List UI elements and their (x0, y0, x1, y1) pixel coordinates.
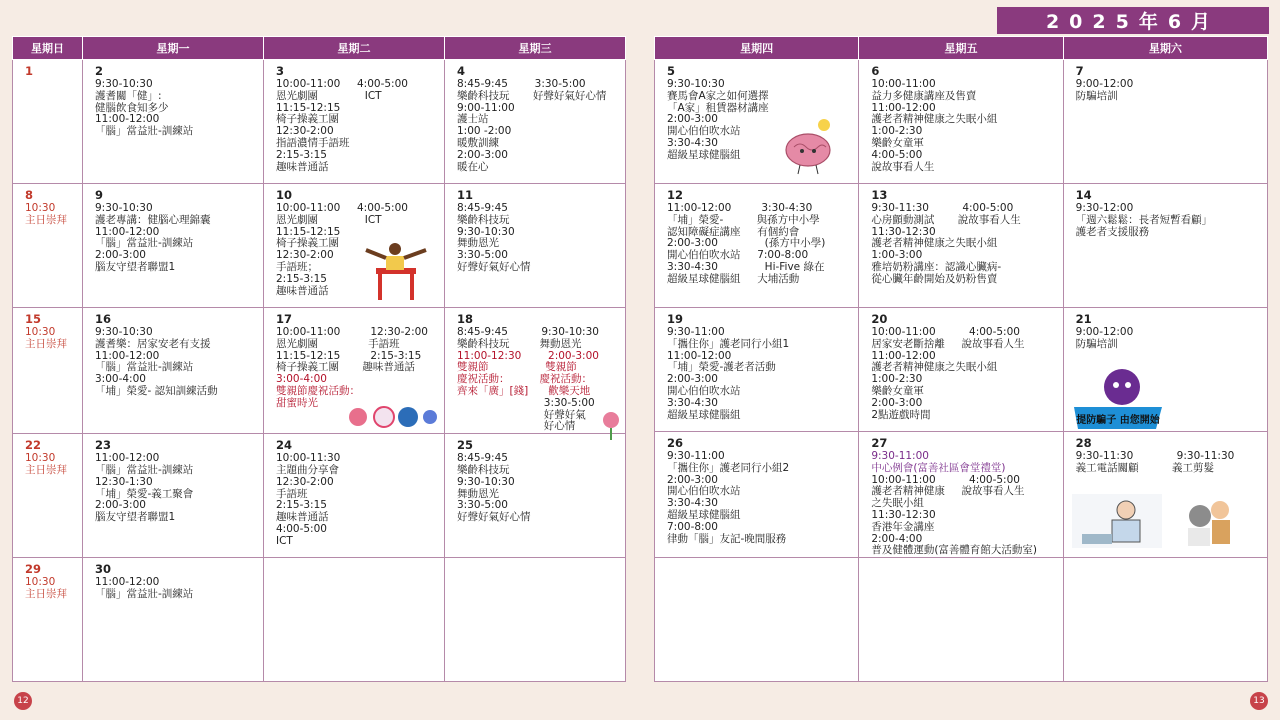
event-line: 「攜住你」護老同行小組1 (667, 337, 790, 350)
event-line: 11:00-12:00 (95, 576, 160, 589)
weekday-header: 星期四 (655, 37, 859, 60)
day-number: 4 (457, 64, 466, 78)
event-line: 樂齡科技玩 (457, 463, 510, 476)
event-line: 3:00-4:00 (95, 373, 146, 386)
day-number: 5 (667, 64, 676, 78)
event-line: 9:00-11:00 (457, 101, 515, 114)
event-line: 開心伯伯吹水站 (667, 125, 741, 138)
event-line: 11:00-12:00 (95, 452, 160, 465)
event-line: 4:00-5:00 (276, 522, 327, 535)
day-number: 28 (1075, 436, 1092, 450)
event-line: 護耆關「健」: (95, 89, 162, 102)
event-line: 3:30-5:00 (457, 396, 595, 409)
event-line: 義工電話關顧 義工剪髮 (1075, 461, 1215, 474)
event-line: 9:30-11:00 (667, 326, 725, 338)
day-cell (655, 184, 859, 308)
weekday-header: 星期三 (445, 37, 626, 60)
event-line: 9:30-11:00 (667, 450, 725, 462)
event-line: 「腦」當益壯-訓練站 (95, 125, 194, 138)
event-line: 普及健體運動(富善體育館大活動室) (871, 544, 1038, 557)
event-line: 暖在心 (457, 160, 489, 173)
day-number: 9 (95, 188, 104, 202)
event-line: 趣味普通話 (276, 511, 329, 524)
event-line: 2:00-3:00 (871, 396, 923, 409)
event-line: ICT (276, 534, 293, 547)
event-line: 律動「腦」友記-晚間服務 (667, 532, 787, 545)
event-line: 7:00-8:00 (667, 520, 718, 533)
cupcake-badges-illustration (346, 405, 438, 429)
event-line: 11:15-12:15 (276, 225, 341, 238)
event-line: 10:00-11:30 (276, 452, 341, 465)
event-line: 10:00-11:00 4:00-5:00 (276, 78, 408, 90)
event-line: 12:30-2:00 (276, 249, 334, 262)
event-line: 4:00-5:00 (871, 148, 923, 161)
day-number: 26 (667, 436, 684, 450)
event-line: 「週六鬆鬆：長者短暫看顧」 (1075, 213, 1213, 226)
event-highlight: 雙親節 雙親節 (457, 361, 577, 374)
day-number: 13 (871, 188, 888, 202)
event-line: 香港年金講座 (871, 520, 935, 533)
event-line: 11:15-12:15 2:15-3:15 (276, 349, 422, 362)
event-line: 11:30-12:30 (871, 225, 936, 238)
event-line: 10:00-11:00 4:00-5:00 (871, 326, 1020, 338)
weekday-header: 星期日 (13, 37, 83, 60)
event-line: 椅子操義工團 (276, 113, 339, 126)
event-line: 好聲好氣好心情 (457, 511, 531, 524)
event-line: 2:00-3:00 (95, 499, 146, 512)
day-number: 14 (1075, 188, 1092, 202)
event-line: 腦友守望者聯盟1 (95, 511, 176, 524)
event-line: 「埔」榮愛-護老者活動 (667, 361, 776, 374)
event-line: 12:30-2:00 (276, 125, 334, 138)
event-line: 10:00-11:00 4:00-5:00 (276, 202, 408, 214)
event-line: 主日崇拜 (25, 213, 67, 226)
event-line: 雅培奶粉講座：認識心臟病- (871, 260, 1002, 273)
event-line: 1:00-2:30 (871, 373, 923, 386)
event-line: 2:00-3:00 (457, 148, 508, 161)
weekday-header: 星期一 (83, 37, 264, 60)
day-number: 19 (667, 312, 684, 326)
event-line: 8:45-9:45 3:30-5:00 (457, 78, 586, 90)
event-line: 樂齡女童軍 (871, 384, 924, 397)
day-cell (264, 558, 445, 682)
week-row (655, 60, 1268, 184)
event-line: 11:00-12:00 3:30-4:30 (667, 202, 813, 214)
day-number: 24 (276, 438, 293, 453)
event-line: 手語班 (276, 487, 308, 500)
day-cell (859, 184, 1063, 308)
event-line: 心房顫動測試 說故事看人生 (871, 213, 1021, 226)
day-number: 27 (871, 436, 888, 450)
event-line: 11:00-12:00 (667, 349, 732, 362)
anti-scam-illustration (1072, 365, 1164, 433)
event-line: 10:30 (25, 202, 56, 214)
event-line: 主日崇拜 (25, 587, 67, 600)
event-line: 手語班； (276, 260, 318, 273)
event-line: 10:30 (25, 576, 56, 589)
event-line: 好聲好氣好心情 (457, 260, 531, 273)
week-row (655, 184, 1268, 308)
weekday-header: 星期二 (264, 37, 445, 60)
event-line: 9:00-12:00 (1075, 78, 1134, 90)
event-line: 「埔」榮愛-義工聚會 (95, 487, 194, 500)
event-line: 指語濃情手語班 (276, 136, 350, 149)
event-line: 主日崇拜 (25, 337, 67, 350)
day-number: 22 (25, 438, 42, 453)
day-cell (13, 434, 83, 558)
event-line: 2:15-3:15 (276, 148, 327, 161)
event-line: 恩光劇團 ICT (276, 89, 382, 102)
day-cell (13, 184, 83, 308)
event-line: 1:00 -2:00 (457, 125, 512, 138)
event-line: 3:30-5:00 (457, 249, 508, 262)
event-line: 2:00-3:00 (95, 249, 146, 262)
haircut-volunteer-illustration (1178, 494, 1238, 548)
month-title: 2025年6月 (997, 7, 1269, 34)
event-line: 9:30-10:30 (457, 475, 515, 488)
day-cell (13, 60, 83, 184)
event-line: 健腦飲食知多少 (95, 101, 169, 114)
event-line: 2:00-4:00 (871, 532, 923, 545)
event-line: 10:00-11:00 12:30-2:00 (276, 326, 428, 338)
event-line: 2:00-3:00 (667, 373, 718, 386)
event-line: 恩光劇團 ICT (276, 213, 382, 226)
event-line: 護老者精神健康 說故事看人生 (871, 485, 1025, 498)
day-cell (13, 308, 83, 434)
event-line: 賽馬會A家之如何選擇 (667, 89, 769, 102)
event-highlight: 齊來「廣」[錢] 歡樂天地 (457, 384, 591, 397)
day-cell (655, 308, 859, 432)
calendar-right (654, 36, 1268, 682)
week-row (13, 558, 626, 682)
day-number: 11 (457, 188, 474, 202)
day-cell (83, 558, 264, 682)
event-line: 防騙培訓 (1075, 337, 1118, 350)
event-line: 9:30-10:30 (95, 78, 153, 90)
day-number: 2 (95, 64, 104, 78)
day-cell (859, 432, 1063, 558)
event-line: 從心臟年齡開始及奶粉售賣 (871, 272, 998, 285)
event-line: 2:15-3:15 (276, 272, 327, 285)
event-line: 12:30-2:00 (276, 475, 334, 488)
day-cell (655, 558, 859, 682)
event-line: 主題曲分享會 (276, 463, 339, 476)
day-cell (859, 558, 1063, 682)
event-line: 2點遊戲時間 (871, 408, 931, 421)
event-line: 9:30-11:30 9:30-11:30 (1075, 450, 1235, 462)
day-number: 6 (871, 64, 880, 78)
day-cell (859, 60, 1063, 184)
day-number: 7 (1075, 64, 1084, 78)
day-number: 17 (276, 312, 293, 326)
event-line: 9:30-10:30 (667, 78, 725, 90)
event-line: 舞動恩光 (457, 237, 499, 250)
day-cell (445, 558, 626, 682)
event-line: 護老專講：健腦心理錦囊 (95, 213, 211, 226)
event-line: 「腦」當益壯-訓練站 (95, 361, 194, 374)
day-number: 30 (95, 562, 112, 577)
event-highlight: 雙親節慶祝活動： (276, 384, 360, 397)
day-cell (655, 432, 859, 558)
event-line: 舞動恩光 (457, 487, 499, 500)
event-line: 趣味普通話 (276, 160, 329, 173)
day-cell (83, 308, 264, 434)
event-line: 3:30-4:30 Hi-Five 綠在 (667, 260, 825, 273)
event-line: 「A家」租賃器材講座 (667, 101, 769, 114)
day-number: 16 (95, 312, 112, 326)
event-line: 護耆樂：居家安老有支援 (95, 337, 211, 350)
event-line: 護老者精神健康之失眠小組 (871, 237, 998, 250)
event-line: 樂齡科技玩 (457, 213, 510, 226)
event-line: 腦友守望者聯盟1 (95, 260, 176, 273)
event-line: 12:30-1:30 (95, 475, 153, 488)
event-line: 主日崇拜 (25, 463, 67, 476)
event-line: 3:30-4:30 (667, 136, 718, 149)
event-line: 「腦」當益壯-訓練站 (95, 463, 194, 476)
day-cell (83, 434, 264, 558)
event-line: 「腦」當益壯-訓練站 (95, 237, 194, 250)
event-line: 開心伯伯吹水站 (667, 485, 741, 498)
event-line: 說故事看人生 (871, 160, 935, 173)
event-line: 8:45-9:45 (457, 452, 508, 465)
day-cell (264, 60, 445, 184)
event-line: 9:30-10:30 (95, 326, 153, 338)
event-line: 「埔」榮愛- 認知訓練活動 (95, 384, 218, 397)
weekday-header: 星期六 (1063, 37, 1267, 60)
day-number: 3 (276, 64, 285, 78)
calendar-left (12, 36, 626, 682)
day-cell (83, 60, 264, 184)
event-line: 11:00-12:00 (95, 349, 160, 362)
day-cell (445, 60, 626, 184)
day-number: 12 (667, 188, 684, 202)
day-cell (13, 558, 83, 682)
event-line: 益力多健康講座及售賣 (871, 89, 977, 102)
week-row (13, 60, 626, 184)
flower-illustration (598, 410, 624, 440)
day-cell (83, 184, 264, 308)
event-line: 超級星球健腦組 (667, 148, 741, 161)
day-cell (264, 434, 445, 558)
day-cell (1063, 60, 1267, 184)
event-line: 9:30-11:30 4:00-5:00 (871, 202, 1014, 214)
week-row (655, 308, 1268, 432)
event-highlight: 9:30-11:00 (871, 450, 929, 462)
event-line: 暖敷訓練 (457, 136, 499, 149)
event-highlight: 3:00-4:00 (276, 373, 327, 386)
day-number: 18 (457, 312, 474, 326)
event-line: 9:00-12:00 (1075, 326, 1134, 338)
day-number: 20 (871, 312, 888, 326)
event-line: 防騙培訓 (1075, 89, 1118, 102)
phone-volunteer-illustration (1072, 494, 1162, 548)
event-line: 1:00-2:30 (871, 125, 923, 138)
event-line: 護士站 (457, 113, 489, 126)
event-line: 趣味普通話 (276, 284, 329, 297)
event-line: 2:15-3:15 (276, 499, 327, 512)
event-line: 好聲好氣 (457, 408, 586, 421)
event-line: 樂齡科技玩 好聲好氣好心情 (457, 89, 607, 102)
event-line: 樂齡科技玩 舞動恩光 (457, 337, 582, 350)
event-line: 好心情 (457, 420, 576, 433)
event-line: 3:30-4:30 (667, 396, 718, 409)
day-cell (1063, 558, 1267, 682)
week-row (13, 184, 626, 308)
event-line: 3:30-5:00 (457, 499, 508, 512)
event-line: 11:30-12:30 (871, 508, 936, 521)
anti-scam-text: 提防騙子 由您開始 (1076, 415, 1160, 426)
event-line: 椅子操義工團 (276, 237, 339, 250)
week-row (655, 558, 1268, 682)
event-line: 椅子操義工團 趣味普通話 (276, 361, 415, 374)
event-line: 10:30 (25, 326, 56, 338)
event-line: 護老者精神健康之失眠小組 (871, 113, 998, 126)
event-line: 9:30-10:30 (457, 225, 515, 238)
day-number: 25 (457, 438, 474, 453)
event-line: 護老者支援服務 (1075, 225, 1150, 238)
day-number: 29 (25, 562, 42, 577)
day-cell (445, 434, 626, 558)
week-row (655, 432, 1268, 558)
event-line: 樂齡女童軍 (871, 136, 924, 149)
event-line: 11:00-12:00 (95, 113, 160, 126)
event-line: 超級星球健腦組 大埔活動 (667, 272, 800, 285)
event-line: 「攜住你」護老同行小組2 (667, 461, 790, 474)
brain-illustration (782, 117, 834, 177)
event-line: 10:00-11:00 4:00-5:00 (871, 473, 1020, 486)
event-highlight: 甜蜜時光 (276, 396, 318, 409)
week-row (13, 308, 626, 434)
weekday-header: 星期五 (859, 37, 1063, 60)
page-number-right: 13 (1250, 692, 1268, 710)
day-number: 23 (95, 438, 112, 453)
event-line: 11:15-12:15 (276, 101, 341, 114)
event-line: 護老者精神健康之失眠小組 (871, 361, 998, 374)
event-line: 1:00-3:00 (871, 249, 923, 262)
day-cell (1063, 184, 1267, 308)
event-line: 9:30-12:00 (1075, 202, 1134, 214)
event-line: 11:00-12:00 (871, 101, 936, 114)
event-highlight: 11:00-12:30 2:00-3:00 (457, 349, 599, 362)
day-number: 8 (25, 188, 34, 202)
chair-exercise-illustration (360, 240, 432, 302)
event-line: 2:00-3:00 (667, 473, 718, 486)
event-line: 超級星球健腦組 (667, 508, 741, 521)
event-line: 居家安老斷捨離 說故事看人生 (871, 337, 1025, 350)
event-line: 3:30-4:30 (667, 497, 718, 510)
day-number: 10 (276, 188, 293, 202)
event-line: 超級星球健腦組 (667, 408, 741, 421)
event-line: 11:00-12:00 (95, 225, 160, 238)
week-row (13, 434, 626, 558)
event-line: 11:00-12:00 (871, 349, 936, 362)
event-line: 之失眠小組 (871, 497, 924, 510)
day-cell (859, 308, 1063, 432)
day-cell (445, 184, 626, 308)
event-line: 8:45-9:45 (457, 202, 508, 214)
event-line: 「埔」榮愛- 與孫方中小學 (667, 213, 820, 226)
event-line: 2:00-3:00 (孫方中小學) (667, 237, 826, 250)
event-line: 認知障礙症講座 有個約會 (667, 225, 800, 238)
event-line: 9:30-10:30 (95, 202, 153, 214)
day-number: 21 (1075, 312, 1092, 326)
event-line: 10:30 (25, 452, 56, 465)
event-line: 開心伯伯吹水站 7:00-8:00 (667, 249, 809, 262)
event-line: 10:00-11:00 (871, 78, 936, 90)
event-highlight: 慶祝活動： 慶祝活動： (457, 373, 593, 386)
page-number-left: 12 (14, 692, 32, 710)
event-line: 「腦」當益壯-訓練站 (95, 587, 194, 600)
event-highlight: 中心例會(富善社區會堂禮堂) (871, 461, 1006, 474)
event-line: 恩光劇團 手語班 (276, 337, 400, 350)
event-line: 開心伯伯吹水站 (667, 384, 741, 397)
event-line: 8:45-9:45 9:30-10:30 (457, 326, 599, 338)
day-number: 15 (25, 312, 42, 326)
day-number: 1 (25, 64, 34, 78)
event-line: 2:00-3:00 (667, 113, 718, 126)
